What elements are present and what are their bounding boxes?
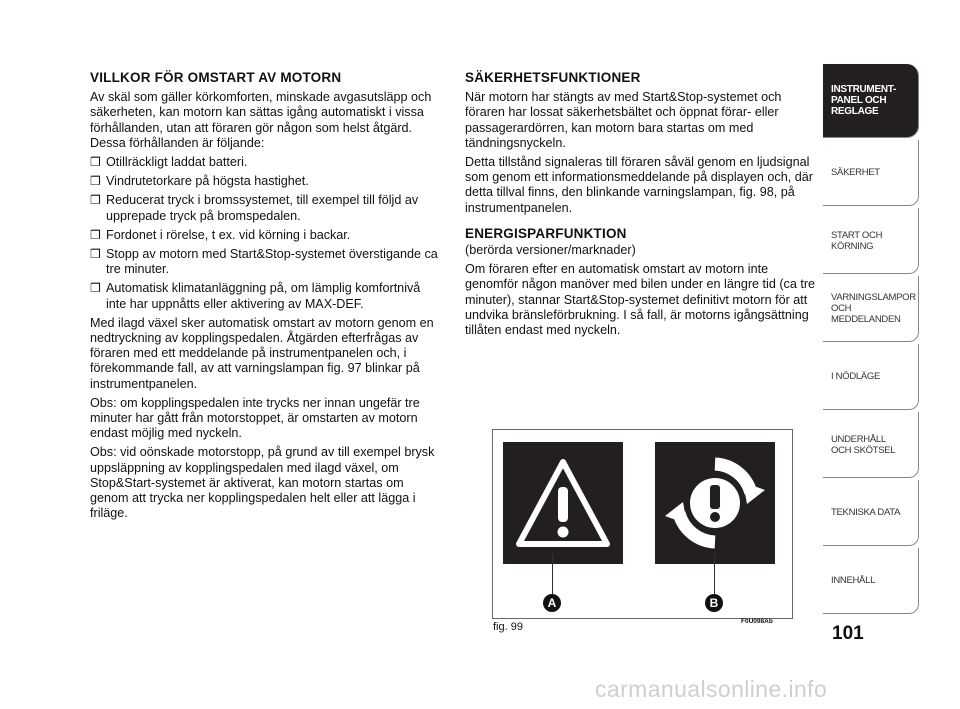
tab-emergency[interactable]: I NÖDLÄGE [823, 344, 919, 410]
checkbox-bullet-icon: ❒ [90, 247, 101, 262]
left-column [90, 70, 442, 525]
section-heading-restart: VILLKOR FÖR OMSTART AV MOTORN [90, 70, 342, 85]
watermark: carmanualsonline.info [595, 676, 828, 702]
body-paragraph: Obs: vid oönskade motorstopp, på grund av till exempel brysk uppsläppning av kopplingspedalen med ilagd växel, om Stop&Start-systemet är aktiverat, kan motorn startas om genom att trycka ner kopplingspedalen helt eller att lägga i friläge. [90, 445, 435, 521]
section-heading-safety: SÄKERHETSFUNKTIONER [465, 70, 641, 85]
callout-b: B [705, 594, 723, 612]
checkbox-bullet-icon: ❒ [90, 281, 101, 296]
body-paragraph: När motorn har stängts av med Start&Stop-systemet och föraren har lossat säkerhetsbältet och öppnat förar- eller passagerardörren, kan motorn bara startas om med tändningsnyckeln. [465, 90, 782, 150]
figure-label: fig. 99 [493, 621, 523, 633]
list-item: ❒ Reducerat tryck i bromssystemet, till exempel till följd av upprepade tryck på bromspedalen. [90, 193, 419, 223]
list-item: ❒ Vindrutetorkare på högsta hastighet. [90, 174, 309, 189]
checkbox-bullet-icon: ❒ [90, 155, 101, 170]
tab-technical-data[interactable]: TEKNISKA DATA [823, 480, 919, 546]
list-item: ❒ Automatisk klimatanläggning på, om lämplig komfortnivå inte har uppnåtts eller aktivering av MAX-DEF. [90, 281, 421, 311]
warning-sign-a [503, 442, 623, 564]
callout-leader-a [552, 554, 553, 596]
body-paragraph: Om föraren efter en automatisk omstart av motorn inte genomför någon manöver med bilen under en längre tid (ca tre minuter), stannar Start&Stop-systemet definitivt motorn för att undvika bränsleförbrukning. I så fall, är motorns igångsättning tillåten endast med nyckeln. [465, 262, 816, 338]
checkbox-bullet-icon: ❒ [90, 227, 101, 242]
list-item: ❒ Otillräckligt laddat batteri. [90, 155, 248, 170]
checkbox-bullet-icon: ❒ [90, 174, 101, 189]
section-heading-energy: ENERGISPARFUNKTION [465, 225, 627, 241]
list-item: ❒ Fordonet i rörelse, t ex. vid körning i backar. [90, 227, 351, 242]
start-stop-warning-icon [655, 442, 775, 564]
checkbox-bullet-icon: ❒ [90, 193, 101, 208]
body-paragraph: Detta tillstånd signaleras till föraren såväl genom en ljudsignal som genom ett informationsmeddelande på displayen och, där detta tillval finns, den blinkande varningslampan, fig. 98, på instrumentpanelen. [465, 155, 813, 215]
tab-instrument-panel[interactable]: INSTRUMENT- PANEL OCH REGLAGE [823, 64, 919, 138]
section-subheading: (berörda versioner/marknader) [465, 243, 636, 258]
tab-safety[interactable]: SÄKERHET [823, 140, 919, 206]
warning-sign-b [655, 442, 775, 564]
chapter-sidebar [823, 64, 919, 616]
callout-leader-b [714, 554, 715, 596]
callout-a: A [543, 594, 561, 612]
tab-maintenance[interactable]: UNDERHÅLL OCH SKÖTSEL [823, 412, 919, 478]
warning-triangle-icon [503, 442, 623, 564]
body-paragraph: Med ilagd växel sker automatisk omstart av motorn genom en nedtryckning av kopplingspedalen. Åtgärden efterfrågas av föraren med ett meddelande på instrumentpanelen och, i förekommande fall, av att varningslampan fig. 97 blinkar på instrumentpanelen. [90, 315, 434, 391]
tab-contents[interactable]: INNEHÅLL [823, 548, 919, 614]
intro-paragraph: Av skäl som gäller körkomforten, minskade avgasutsläpp och säkerheten, kan motorn kan sättas igång automatiskt i vissa förhållanden, utan att föraren gör någon som helst åtgärd. Dessa förhållanden är följande: [90, 90, 432, 150]
tab-warning-lights[interactable]: VARNINGSLAMPOR OCH MEDDELANDEN [823, 276, 919, 342]
page-number: 101 [832, 623, 864, 644]
list-item: ❒ Stopp av motorn med Start&Stop-systemet överstigande ca tre minuter. [90, 247, 438, 277]
tab-start-driving[interactable]: START OCH KÖRNING [823, 208, 919, 274]
body-paragraph: Obs: om kopplingspedalen inte trycks ner innan ungefär tre minuter har gått från motorstoppet, är omstarten av motorn endast möjlig med nyckeln. [90, 395, 420, 441]
figure-frame [492, 429, 793, 619]
right-column [465, 70, 817, 342]
figure-code: F0U098Ab [741, 618, 773, 625]
